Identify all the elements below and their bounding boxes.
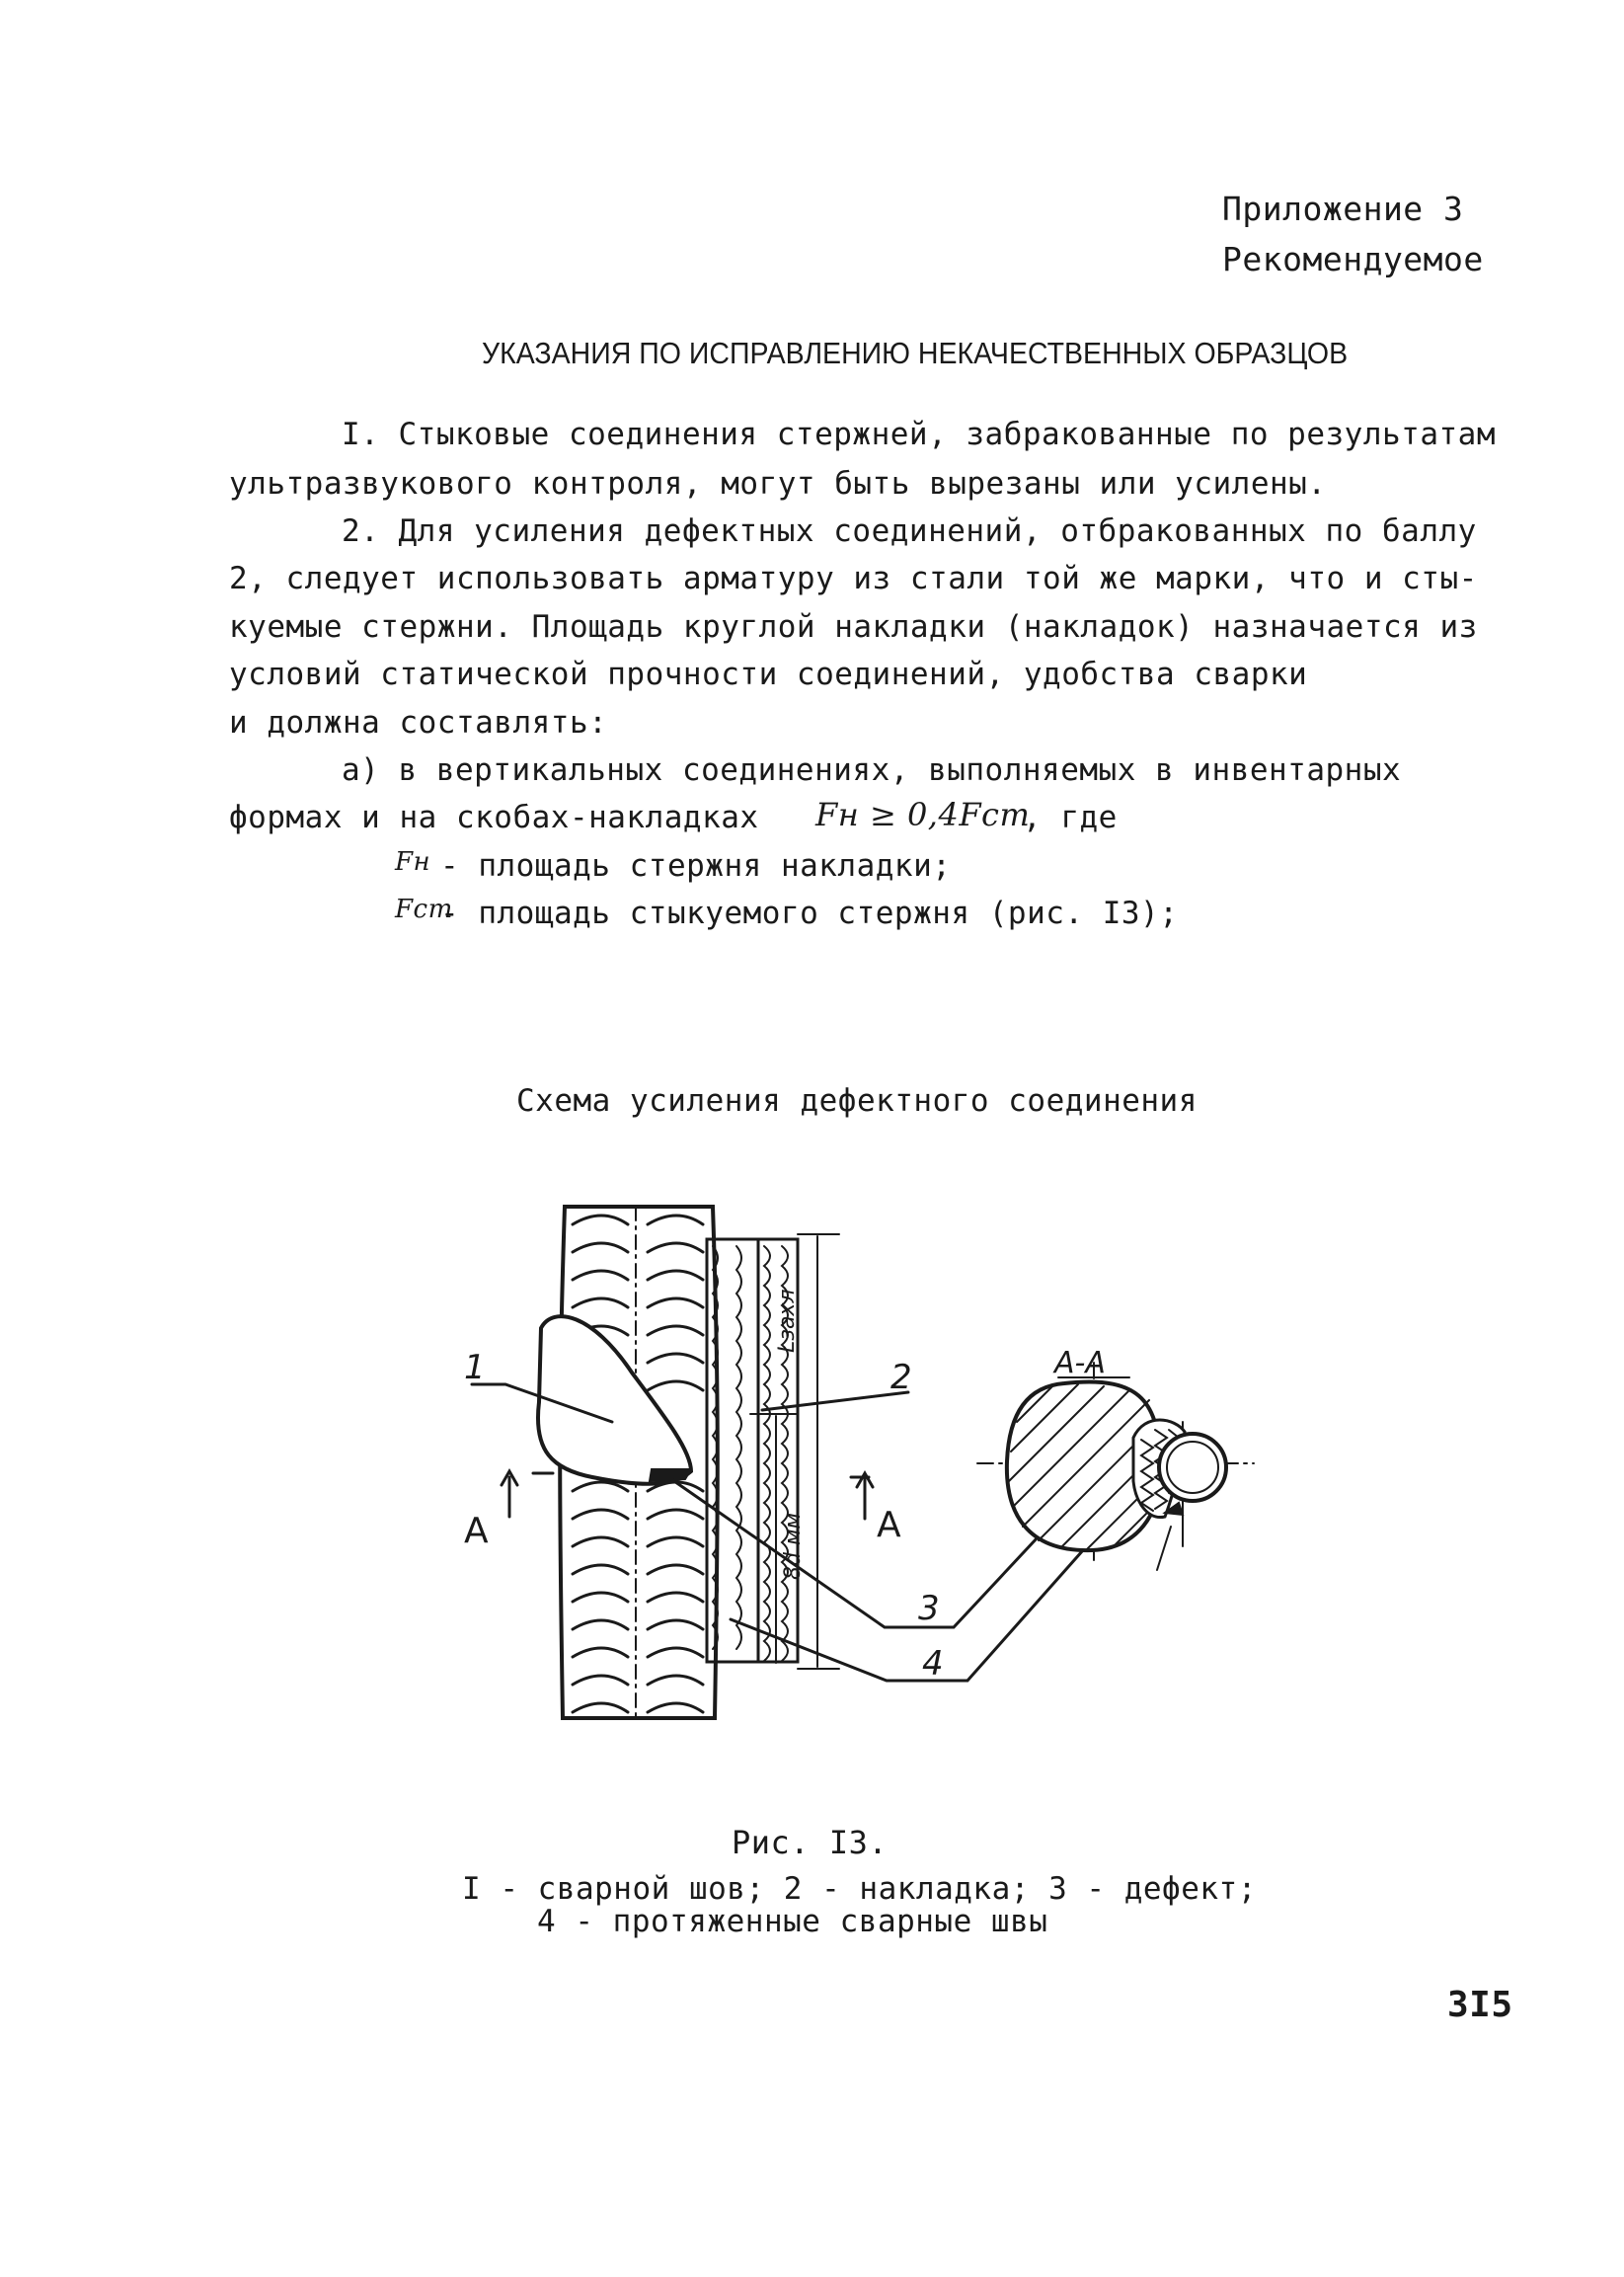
item-a-line-2: формах и на скобах-накладках bbox=[229, 800, 759, 835]
definition-2-symbol: Fст bbox=[395, 895, 453, 924]
section-mark-right: A bbox=[877, 1505, 901, 1545]
paragraph-2-line-4: условий статической прочности соединений, удобства сварки bbox=[229, 657, 1308, 692]
label-2: 2 bbox=[890, 1358, 912, 1397]
definition-1-symbol: Fн bbox=[395, 847, 431, 877]
paragraph-1-line-2: ультразвукового контроля, могут быть вырезаны или усилены. bbox=[229, 466, 1327, 502]
appendix-label: Приложение 3 bbox=[1222, 190, 1464, 228]
formula-where: , где bbox=[1023, 800, 1118, 835]
dimension-weld-label: 8d мм bbox=[781, 1512, 806, 1580]
section-title: A-A bbox=[1054, 1346, 1106, 1380]
figure-caption-line-2: 4 - протяженные сварные швы bbox=[537, 1904, 1048, 1939]
definition-1-text: - площадь стержня накладки; bbox=[440, 848, 952, 884]
figure-heading: Схема усиления дефектного соединения bbox=[516, 1083, 1198, 1119]
paragraph-1-line-1: I. Стыковые соединения стержней, забракованные по результатам bbox=[342, 417, 1496, 452]
status-label: Рекомендуемое bbox=[1222, 240, 1484, 278]
item-a-line-1: а) в вертикальных соединениях, выполняемых в инвентарных bbox=[342, 752, 1402, 788]
label-3: 3 bbox=[918, 1589, 940, 1628]
figure-caption-line-1: I - сварной шов; 2 - накладка; 3 - дефект; bbox=[462, 1871, 1257, 1907]
splice-bar-texture bbox=[713, 1246, 741, 1649]
paragraph-2-line-5: и должна составлять: bbox=[229, 705, 608, 741]
definition-2-text: - площадь стыкуемого стержня (рис. I3); bbox=[440, 896, 1179, 931]
paragraph-2-line-3: куемые стержни. Площадь круглой накладки (накладок) назначается из bbox=[229, 609, 1478, 645]
page-number: 3I5 bbox=[1447, 1985, 1513, 2025]
paragraph-2-line-2: 2, следует использовать арматуру из стали той же марки, что и сты- bbox=[229, 561, 1478, 596]
page-title: УКАЗАНИЯ ПО ИСПРАВЛЕНИЮ НЕКАЧЕСТВЕННЫХ ОБРАЗЦОВ bbox=[482, 336, 1349, 370]
label-1: 1 bbox=[464, 1348, 486, 1387]
section-mark-left: A bbox=[464, 1511, 489, 1551]
butt-weld bbox=[538, 1316, 691, 1484]
dimension-total-label: Lзахл bbox=[775, 1289, 800, 1353]
formula: Fн ≥ 0,4Fст bbox=[815, 796, 1031, 833]
label-4: 4 bbox=[922, 1644, 944, 1684]
paragraph-2-line-1: 2. Для усиления дефектных соединений, отбракованных по баллу bbox=[342, 513, 1477, 549]
figure-caption-title: Рис. I3. bbox=[732, 1824, 889, 1861]
section-splice-bar bbox=[1159, 1434, 1226, 1501]
